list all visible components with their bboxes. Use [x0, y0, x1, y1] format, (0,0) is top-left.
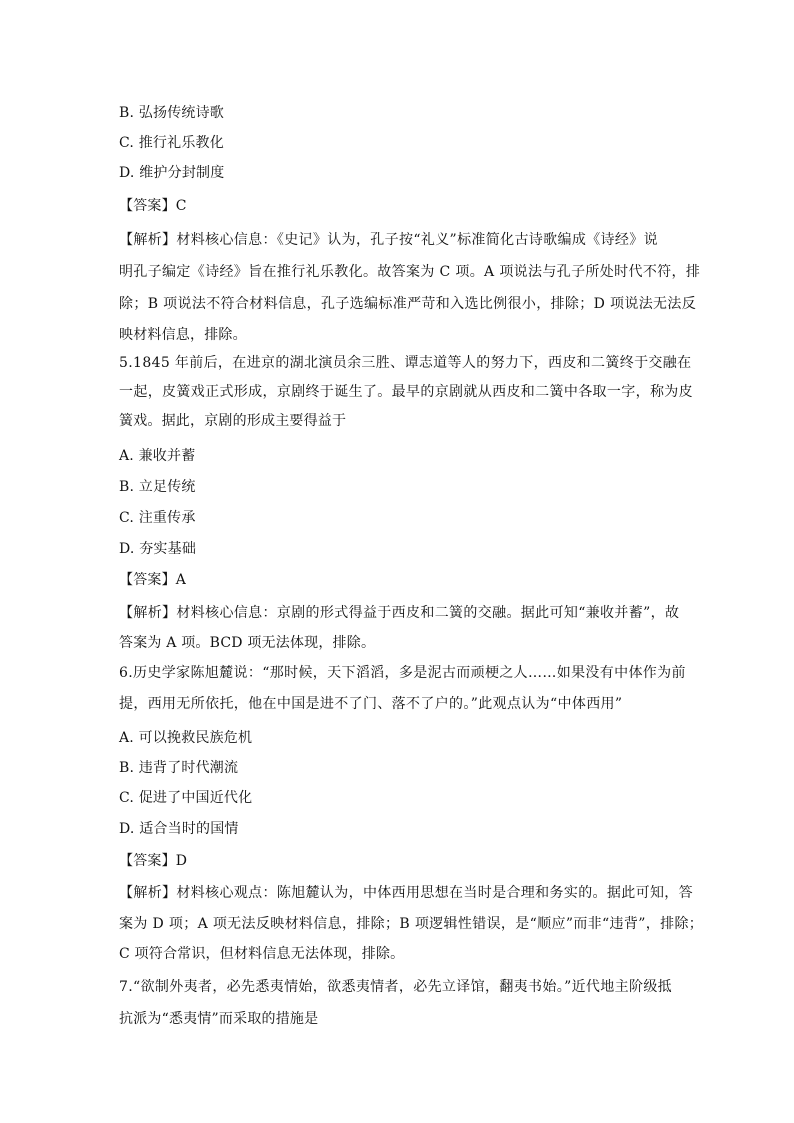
question-5-line1: 5.1845 年前后，在进京的湖北演员余三胜、谭志道等人的努力下，西皮和二簧终于交融在	[119, 355, 692, 371]
analysis-q6-line1: 【解析】材料核心观点：陈旭麓认为，中体西用思想在当时是合理和务实的。据此可知，答	[119, 885, 693, 901]
option-d: D. 夯实基础	[119, 541, 197, 557]
analysis-q6-line3: C 项符合常识，但材料信息无法体现，排除。	[119, 946, 405, 962]
analysis-q6-line2: 案为 D 项；A 项无法反映材料信息，排除；B 项逻辑性错误，是“顺应”而非“违背”，排除；	[119, 916, 704, 932]
option-d: D. 维护分封制度	[119, 165, 225, 181]
answer-q5: 【答案】A	[119, 572, 187, 588]
option-b: B. 违背了时代潮流	[119, 760, 239, 776]
option-a: A. 可以挽救民族危机	[119, 730, 253, 746]
analysis-q5-line2: 答案为 A 项。BCD 项无法体现，排除。	[119, 635, 376, 651]
option-b: B. 弘扬传统诗歌	[119, 105, 224, 121]
question-7-line2: 抗派为“悉夷情”而采取的措施是	[119, 1011, 319, 1027]
question-5-line3: 簧戏。据此，京剧的形成主要得益于	[119, 413, 347, 429]
option-d: D. 适合当时的国情	[119, 821, 239, 837]
option-c: C. 注重传承	[119, 510, 196, 526]
option-b: B. 立足传统	[119, 479, 196, 495]
option-c: C. 促进了中国近代化	[119, 790, 253, 806]
answer-q6: 【答案】D	[119, 853, 188, 869]
answer-q4: 【答案】C	[119, 198, 187, 214]
question-5-line2: 一起，皮簧戏正式形成，京剧终于诞生了。最早的京剧就从西皮和二簧中各取一字，称为皮	[119, 384, 693, 400]
question-7-line1: 7.“欲制外夷者，必先悉夷情始，欲悉夷情者，必先立译馆，翻夷书始。”近代地主阶级抵	[119, 979, 673, 995]
question-6-line2: 提，西用无所依托，他在中国是进不了门、落不了户的。”此观点认为“中体西用”	[119, 696, 623, 712]
analysis-q4-line2: 明孔子编定《诗经》旨在推行礼乐教化。故答案为 C 项。A 项说法与孔子所处时代不符，排	[119, 264, 701, 280]
analysis-q4-line3: 除；B 项说法不符合材料信息，孔子选编标准严苛和入选比例很小，排除；D 项说法无法反	[119, 296, 697, 312]
option-a: A. 兼收并蓄	[119, 448, 196, 464]
analysis-q4-line1: 【解析】材料核心信息：《史记》认为，孔子按“礼义”标准简化古诗歌编成《诗经》说	[119, 232, 658, 248]
analysis-q4-line4: 映材料信息，排除。	[119, 327, 247, 343]
option-c: C. 推行礼乐教化	[119, 135, 224, 151]
question-6-line1: 6.历史学家陈旭麓说：“那时候，天下滔滔，多是泥古而顽梗之人……如果没有中体作为前	[119, 665, 686, 681]
analysis-q5-line1: 【解析】材料核心信息：京剧的形式得益于西皮和二簧的交融。据此可知“兼收并蓄”，故	[119, 605, 680, 621]
